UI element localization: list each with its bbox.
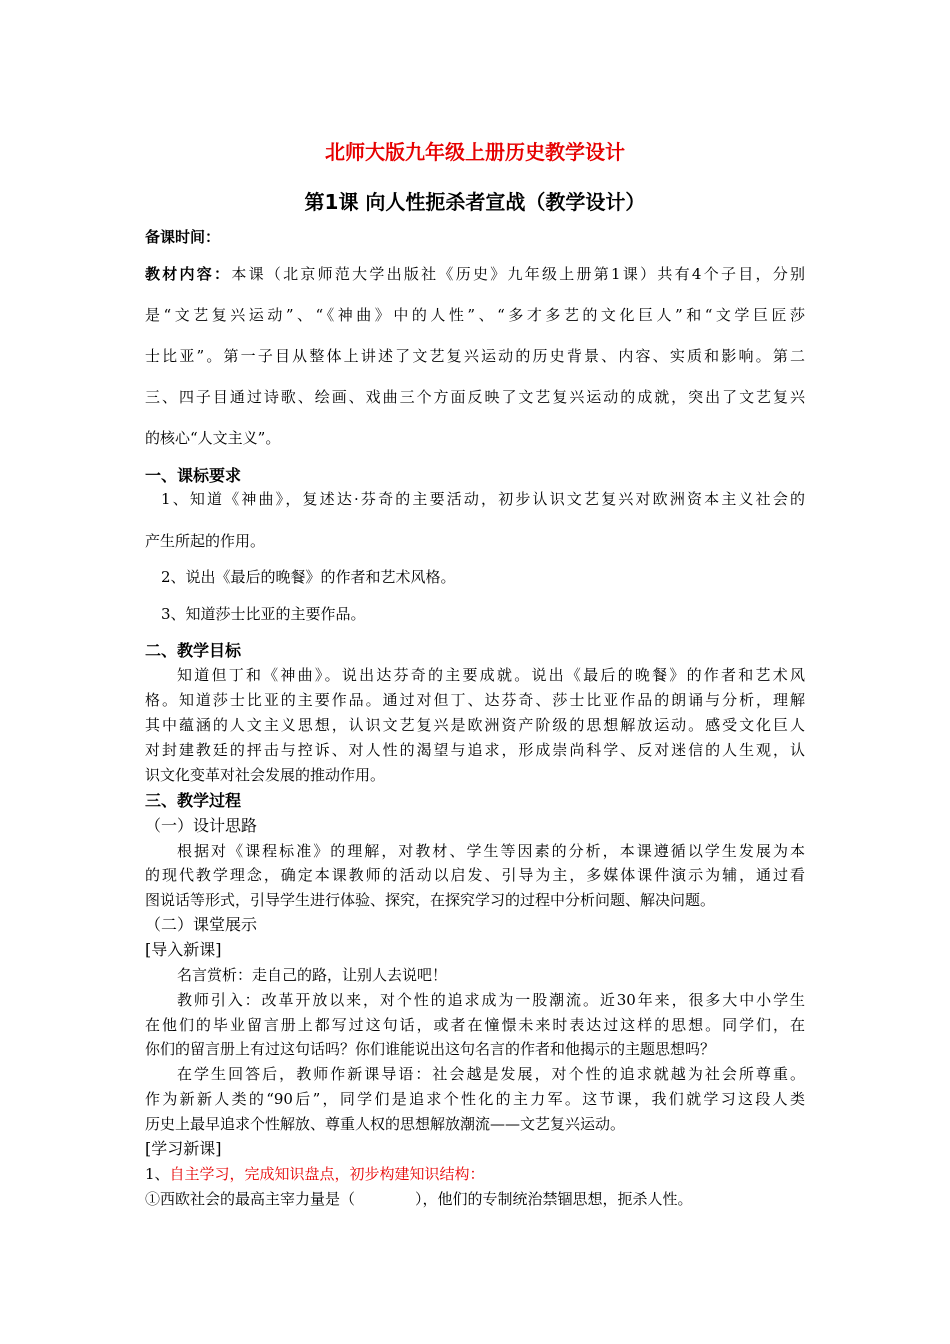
study-tag: [学习新课] <box>145 1139 222 1158</box>
objective-line-2: 格。知道莎士比亚的主要作品。通过对但丁、达芬奇、莎士比亚作品的朗诵与分析，理解 <box>145 691 805 709</box>
intro-line-4: 你们的留言册上有过这句话吗？你们谁能说出这句名言的作者和他揭示的主题思想吗？ <box>145 1040 716 1058</box>
objective-line-1: 知道但丁和《神曲》。说出达芬奇的主要成就。说出《最后的晚餐》的作者和艺术风 <box>177 666 805 684</box>
design-approach-heading: （一）设计思路 <box>145 816 258 835</box>
content-line-3: 士比亚”。第一子目从整体上讲述了文艺复兴运动的历史背景、内容、实质和影响。第二 <box>145 347 805 365</box>
standard-item-2: 2、说出《最后的晚餐》的作者和艺术风格。 <box>161 568 456 586</box>
section1-heading: 一、课标要求 <box>145 466 242 485</box>
standard-item-3: 3、知道莎士比亚的主要作品。 <box>161 605 366 623</box>
task-1-text: 自主学习，完成知识盘点，初步构建知识结构： <box>169 1165 485 1183</box>
content-line-1: 教材内容：本课（北京师范大学出版社《历史》九年级上册第1课）共有4个子目，分别 <box>145 265 805 283</box>
content-line-2: 是“文艺复兴运动”、“《神曲》中的人性”、“多才多艺的文化巨人”和“文学巨匠莎 <box>145 306 805 324</box>
section2-heading: 二、教学目标 <box>145 641 242 660</box>
lesson-title: 第1课 向人性扼杀者宣战（教学设计） <box>304 190 646 214</box>
content-label: 教材内容： <box>145 265 232 283</box>
intro-line-7: 历史上最早追求个性解放、尊重人权的思想解放潮流——文艺复兴运动。 <box>145 1115 626 1133</box>
intro-tag: [导入新课] <box>145 940 222 959</box>
intro-line-5: 在学生回答后，教师作新课导语：社会越是发展，对个性的追求就越为社会所尊重。 <box>177 1065 805 1083</box>
design-line-3: 图说话等形式，引导学生进行体验、探究，在探究学习的过程中分析问题、解决问题。 <box>145 891 716 909</box>
intro-line-1: 名言赏析：走自己的路，让别人去说吧！ <box>177 966 448 984</box>
standard-item-1-cont: 产生所起的作用。 <box>145 532 266 550</box>
content-line-4: 三、四子目通过诗歌、绘画、戏曲三个方面反映了文艺复兴运动的成就，突出了文艺复兴 <box>145 388 805 406</box>
intro-line-3: 在他们的毕业留言册上都写过这句话，或者在憧憬未来时表达过这样的思想。同学们，在 <box>145 1016 805 1034</box>
design-line-1: 根据对《课程标准》的理解，对教材、学生等因素的分析，本课遵循以学生发展为本 <box>177 842 805 860</box>
objective-line-3: 其中蕴涵的人文主义思想，认识文艺复兴是欧洲资产阶级的思想解放运动。感受文化巨人 <box>145 716 805 734</box>
design-line-2: 的现代教学理念，确定本课教师的活动以启发、引导为主，多媒体课件演示为辅，通过看 <box>145 866 805 884</box>
prep-time-label: 备课时间： <box>145 228 221 246</box>
task-1: 1、自主学习，完成知识盘点，初步构建知识结构： <box>145 1165 485 1183</box>
section3-heading: 三、教学过程 <box>145 791 242 810</box>
objective-line-4: 对封建教廷的抨击与控诉、对人性的渴望与追求，形成崇尚科学、反对迷信的人生观，认 <box>145 741 805 759</box>
objective-line-5: 识文化变革对社会发展的推动作用。 <box>145 766 386 784</box>
document-header: 北师大版九年级上册历史教学设计 <box>325 140 625 164</box>
intro-line-6: 作为新新人类的“90后”，同学们是追求个性化的主力军。这节课，我们就学习这段人类 <box>145 1090 805 1108</box>
question-1: ①西欧社会的最高主宰力量是（ ），他们的专制统治禁锢思想，扼杀人性。 <box>145 1190 693 1208</box>
standard-item-1: 1、知道《神曲》，复述达·芬奇的主要活动，初步认识文艺复兴对欧洲资本主义社会的 <box>161 490 805 508</box>
intro-line-2: 教师引入：改革开放以来，对个性的追求成为一股潮流。近30年来，很多大中小学生 <box>177 991 805 1009</box>
content-line-5: 的核心“人文主义”。 <box>145 429 281 447</box>
classroom-heading: （二）课堂展示 <box>145 915 258 934</box>
